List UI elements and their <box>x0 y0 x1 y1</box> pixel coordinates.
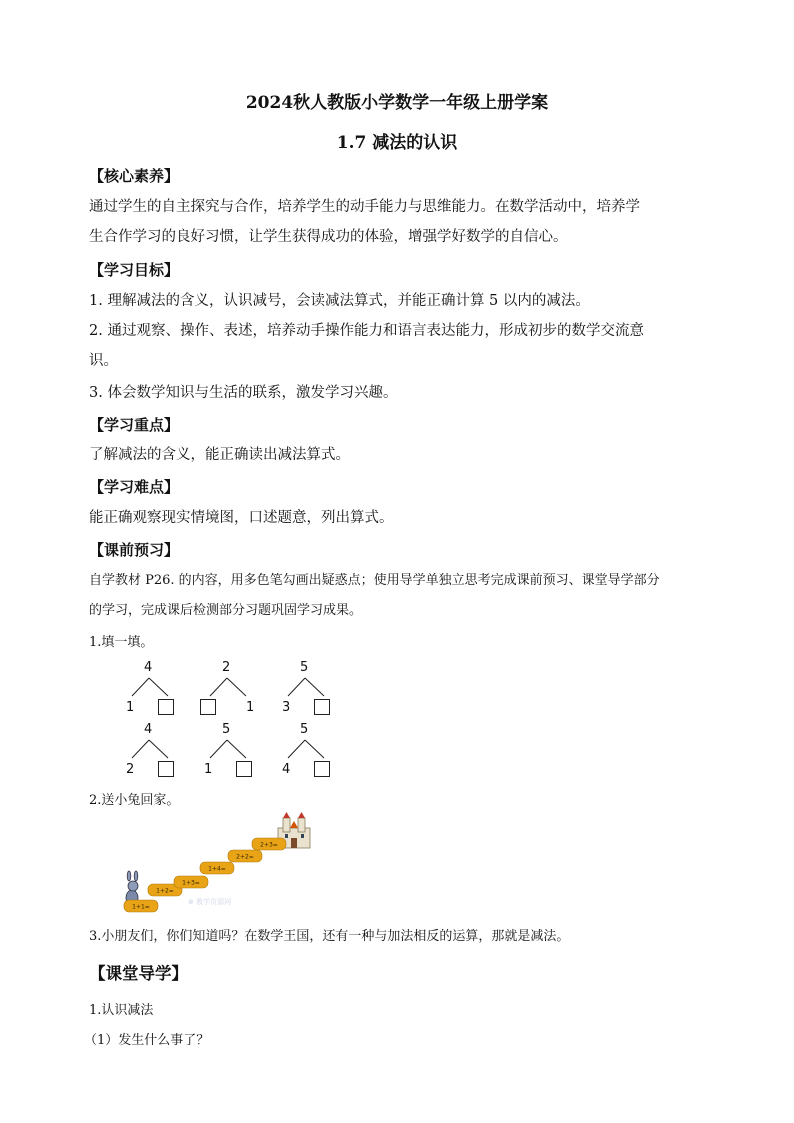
stair-step-label: 1+2= <box>156 887 174 895</box>
tree-top-number: 5 <box>222 722 231 737</box>
tree-top-number: 2 <box>222 660 231 675</box>
number-tree <box>280 660 336 715</box>
goal-item-1: 1. 理解减法的含义，认识减号，会读减法算式，并能正确计算 5 以内的减法。 <box>89 293 590 309</box>
answer-box[interactable] <box>236 761 252 777</box>
answer-box[interactable] <box>158 699 174 715</box>
number-tree <box>280 722 336 777</box>
stair-step <box>228 850 262 862</box>
tree-left-number: 2 <box>126 762 135 777</box>
stair-step-label: 1+4= <box>208 865 226 873</box>
goal-item-2a: 2. 通过观察、操作、表述，培养动手操作能力和语言表达能力，形成初步的数学交流意 <box>89 323 644 339</box>
difficulty-text: 能正确观察现实情境图，口述题意，列出算式。 <box>89 510 394 526</box>
stair-step <box>200 862 234 874</box>
rabbit-stairs-illustration <box>118 812 330 920</box>
preview-line-1: 自学教材 P26. 的内容，用多色笔勾画出疑惑点；使用导学单独立思考完成课前预习、课堂导学部分 <box>89 573 660 588</box>
classroom-item-1: 1.认识减法 <box>89 1003 154 1018</box>
answer-box[interactable] <box>314 699 330 715</box>
tree-top-number: 4 <box>144 660 153 675</box>
focus-text: 了解减法的含义，能正确读出减法算式。 <box>89 447 350 463</box>
core-line-1: 通过学生的自主探究与合作，培养学生的动手能力与思维能力。在数学活动中，培养学 <box>89 199 640 215</box>
answer-box[interactable] <box>200 699 216 715</box>
section-heading-classroom: 【课堂导学】 <box>89 964 188 983</box>
number-tree <box>124 722 180 777</box>
core-line-2: 生合作学习的良好习惯，让学生获得成功的体验，增强学好数学的自信心。 <box>89 229 568 245</box>
tree-right-number: 1 <box>246 700 255 715</box>
tree-left-number: 4 <box>282 762 291 777</box>
tree-left-number: 3 <box>282 700 291 715</box>
stair-step-label: 2+2= <box>236 853 254 861</box>
number-tree <box>124 660 180 715</box>
stair-step <box>252 838 286 850</box>
lesson-title: 1.7 减法的认识 <box>336 133 458 153</box>
section-heading-goals: 【学习目标】 <box>89 261 180 279</box>
tree-left-number: 1 <box>126 700 135 715</box>
goal-item-3: 3. 体会数学知识与生活的联系，激发学习兴趣。 <box>89 385 398 401</box>
number-tree <box>202 722 258 777</box>
tree-left-number: 1 <box>204 762 213 777</box>
answer-box[interactable] <box>314 761 330 777</box>
section-heading-preview: 【课前预习】 <box>89 541 180 559</box>
stair-step-label: 1+1= <box>132 903 150 911</box>
tree-top-number: 5 <box>300 722 309 737</box>
tree-top-number: 5 <box>300 660 309 675</box>
stair-step <box>174 876 208 888</box>
watermark-logo: ⊗ 教学资源网 <box>188 898 232 906</box>
tree-top-number: 4 <box>144 722 153 737</box>
number-tree-exercise <box>110 660 350 780</box>
classroom-item-1-1: （1）发生什么事了？ <box>84 1033 210 1048</box>
stairs-drawing <box>118 812 330 920</box>
document-title: 2024秋人教版小学数学一年级上册学案 <box>245 93 549 113</box>
preview-line-2: 的学习，完成课后检测部分习题巩固学习成果。 <box>89 603 363 618</box>
stair-step-label: 1+3= <box>182 879 200 887</box>
question-2: 2.送小兔回家。 <box>89 793 180 808</box>
question-3: 3.小朋友们，你们知道吗？在数学王国，还有一种与加法相反的运算，那就是减法。 <box>89 929 570 944</box>
stair-step-label: 2+3= <box>260 841 278 849</box>
stair-step <box>124 900 158 912</box>
section-heading-difficulty: 【学习难点】 <box>89 478 180 496</box>
number-tree <box>202 660 258 715</box>
question-1: 1.填一填。 <box>89 635 154 650</box>
section-heading-core: 【核心素养】 <box>89 167 180 185</box>
section-heading-focus: 【学习重点】 <box>89 416 180 434</box>
answer-box[interactable] <box>158 761 174 777</box>
goal-item-2b: 识。 <box>89 353 118 369</box>
